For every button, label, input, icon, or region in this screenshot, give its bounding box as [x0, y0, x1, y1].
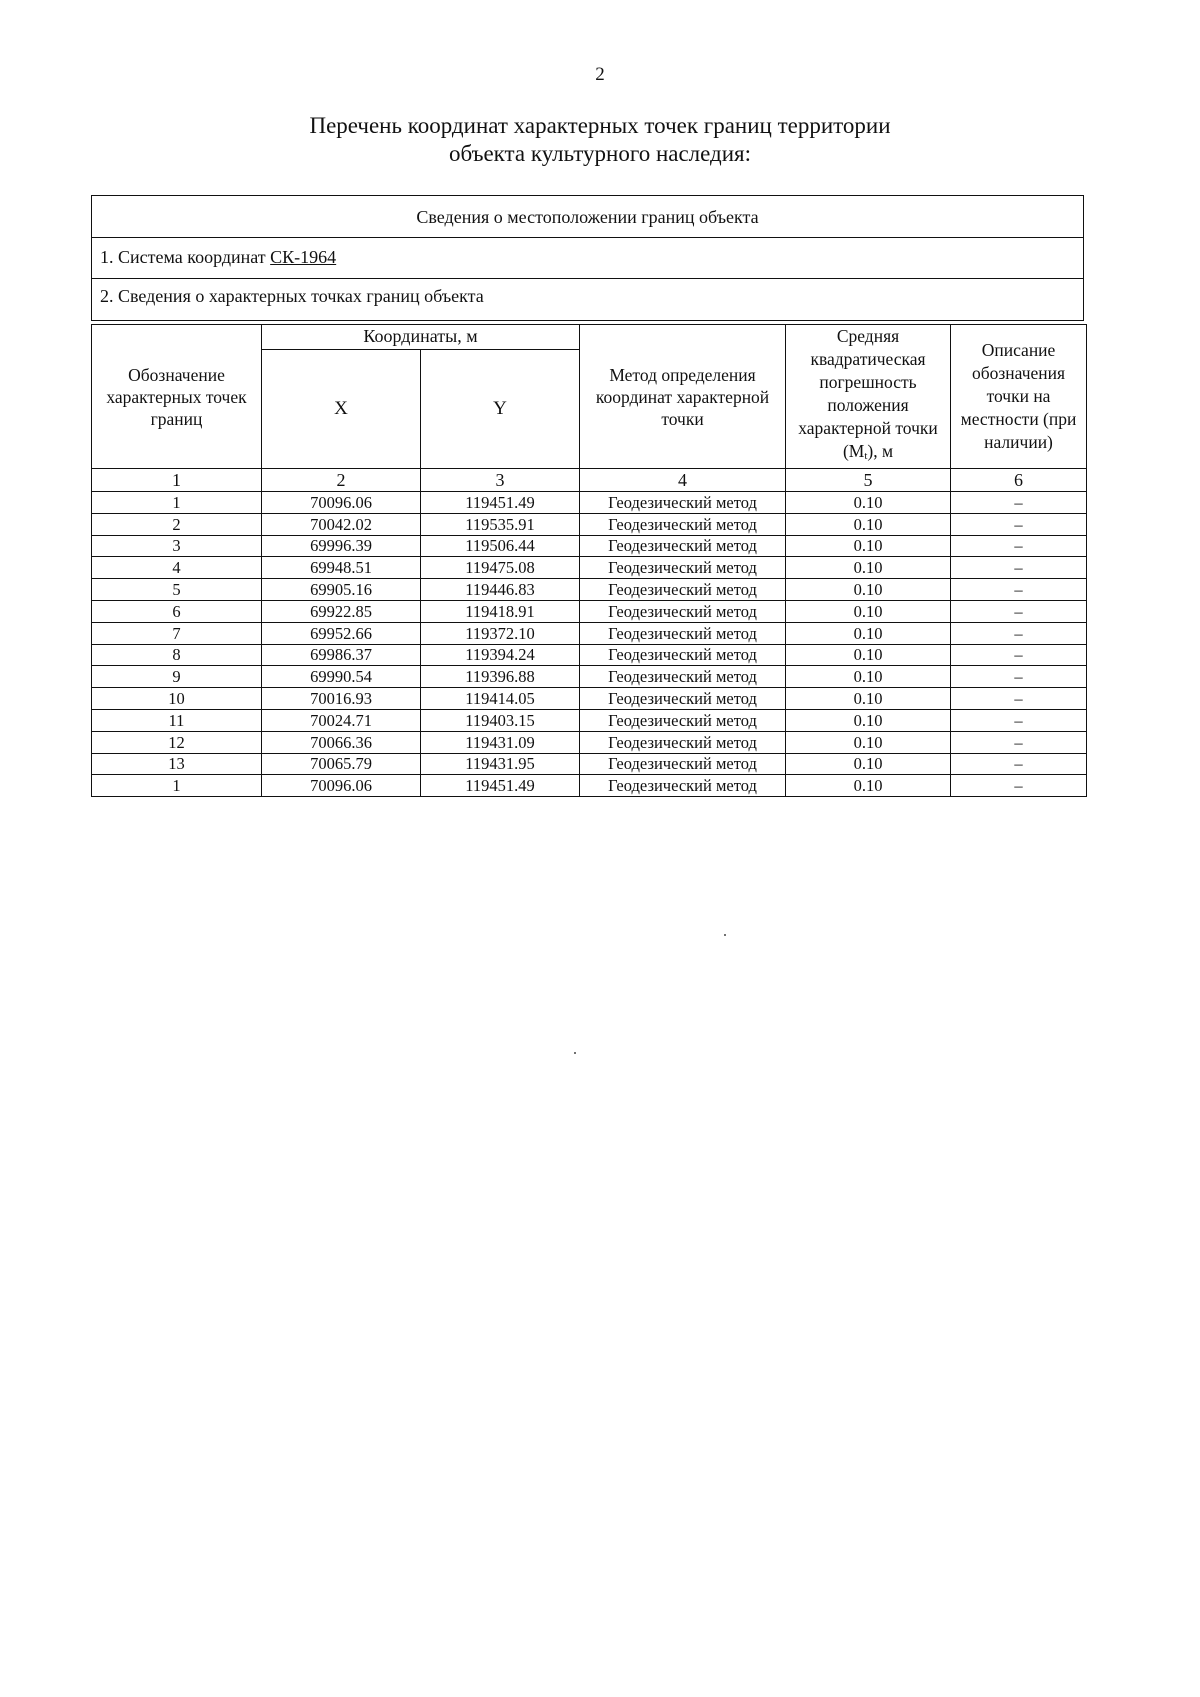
table-row: [92, 557, 1087, 579]
column-number: 1: [92, 469, 262, 492]
table-row: [92, 513, 1087, 535]
description-cell: –: [951, 535, 1087, 557]
method-cell: Геодезический метод: [580, 644, 786, 666]
method-cell: Геодезический метод: [580, 775, 786, 797]
y-cell: 119431.09: [421, 731, 580, 753]
point-cell: 8: [92, 644, 262, 666]
method-cell: Геодезический метод: [580, 535, 786, 557]
column-number-row: [92, 469, 1087, 492]
error-cell: 0.10: [786, 775, 951, 797]
table-row: [92, 731, 1087, 753]
description-cell: –: [951, 622, 1087, 644]
error-cell: 0.10: [786, 579, 951, 601]
boundary-info-block: [91, 195, 1084, 321]
y-cell: 119475.08: [421, 557, 580, 579]
y-cell: 119372.10: [421, 622, 580, 644]
table-row: [92, 688, 1087, 710]
point-cell: 2: [92, 513, 262, 535]
error-cell: 0.10: [786, 492, 951, 514]
y-cell: 119414.05: [421, 688, 580, 710]
x-cell: 69948.51: [262, 557, 421, 579]
x-cell: 69986.37: [262, 644, 421, 666]
description-cell: –: [951, 775, 1087, 797]
description-cell: –: [951, 731, 1087, 753]
error-cell: 0.10: [786, 513, 951, 535]
scan-speck: [724, 934, 726, 936]
error-cell: 0.10: [786, 557, 951, 579]
x-cell: 69922.85: [262, 600, 421, 622]
error-cell: 0.10: [786, 600, 951, 622]
point-cell: 7: [92, 622, 262, 644]
method-cell: Геодезический метод: [580, 709, 786, 731]
method-cell: Геодезический метод: [580, 492, 786, 514]
method-cell: Геодезический метод: [580, 731, 786, 753]
document-title: [0, 112, 1200, 168]
coordinate-system-label: 1. Система координат: [100, 247, 271, 267]
x-cell: 69952.66: [262, 622, 421, 644]
column-number: 6: [951, 469, 1087, 492]
description-cell: –: [951, 579, 1087, 601]
description-cell: –: [951, 492, 1087, 514]
y-cell: 119535.91: [421, 513, 580, 535]
error-cell: 0.10: [786, 688, 951, 710]
points-info-header: 2. Сведения о характерных точках границ объекта: [92, 279, 1083, 321]
description-cell: –: [951, 644, 1087, 666]
point-cell: 10: [92, 688, 262, 710]
header-error: [786, 325, 951, 469]
column-number: 3: [421, 469, 580, 492]
error-cell: 0.10: [786, 666, 951, 688]
y-cell: 119506.44: [421, 535, 580, 557]
x-cell: 69905.16: [262, 579, 421, 601]
description-cell: –: [951, 709, 1087, 731]
x-cell: 70096.06: [262, 492, 421, 514]
x-cell: 70016.93: [262, 688, 421, 710]
point-cell: 9: [92, 666, 262, 688]
table-row: [92, 535, 1087, 557]
table-row: [92, 666, 1087, 688]
method-cell: Геодезический метод: [580, 513, 786, 535]
error-cell: 0.10: [786, 622, 951, 644]
x-cell: 70096.06: [262, 775, 421, 797]
y-cell: 119418.91: [421, 600, 580, 622]
error-cell: 0.10: [786, 731, 951, 753]
point-cell: 1: [92, 492, 262, 514]
table-body: [92, 492, 1087, 797]
header-method: Метод определения координат характерной точки: [580, 325, 786, 469]
header-designation: Обозначение характерных точек границ: [92, 325, 262, 469]
point-cell: 11: [92, 709, 262, 731]
header-description: Описание обозначения точки на местности (при наличии): [951, 325, 1087, 469]
header-coordinates: Координаты, м: [262, 325, 580, 350]
header-error-text: Средняя квадратическая погрешность положения характерной точки (M: [798, 326, 938, 461]
header-x: X: [262, 349, 421, 468]
y-cell: 119451.49: [421, 492, 580, 514]
x-cell: 69996.39: [262, 535, 421, 557]
y-cell: 119396.88: [421, 666, 580, 688]
column-number: 4: [580, 469, 786, 492]
method-cell: Геодезический метод: [580, 600, 786, 622]
error-cell: 0.10: [786, 753, 951, 775]
description-cell: –: [951, 753, 1087, 775]
error-cell: 0.10: [786, 709, 951, 731]
point-cell: 3: [92, 535, 262, 557]
y-cell: 119394.24: [421, 644, 580, 666]
table-row: [92, 709, 1087, 731]
header-error-unit: ), м: [867, 441, 894, 461]
x-cell: 70065.79: [262, 753, 421, 775]
method-cell: Геодезический метод: [580, 753, 786, 775]
table-row: [92, 492, 1087, 514]
table-row: [92, 775, 1087, 797]
x-cell: 70066.36: [262, 731, 421, 753]
y-cell: 119446.83: [421, 579, 580, 601]
method-cell: Геодезический метод: [580, 666, 786, 688]
x-cell: 69990.54: [262, 666, 421, 688]
title-line-1: Перечень координат характерных точек границ территории: [309, 113, 891, 138]
point-cell: 1: [92, 775, 262, 797]
description-cell: –: [951, 666, 1087, 688]
description-cell: –: [951, 600, 1087, 622]
y-cell: 119403.15: [421, 709, 580, 731]
method-cell: Геодезический метод: [580, 688, 786, 710]
title-line-2: объекта культурного наследия:: [448, 141, 752, 166]
point-cell: 13: [92, 753, 262, 775]
y-cell: 119431.95: [421, 753, 580, 775]
method-cell: Геодезический метод: [580, 622, 786, 644]
error-cell: 0.10: [786, 644, 951, 666]
method-cell: Геодезический метод: [580, 557, 786, 579]
coordinate-system-row: [92, 238, 1083, 279]
point-cell: 12: [92, 731, 262, 753]
coordinates-table: [91, 324, 1087, 797]
point-cell: 6: [92, 600, 262, 622]
coordinate-system-value: СК-1964: [270, 247, 337, 267]
y-cell: 119451.49: [421, 775, 580, 797]
error-cell: 0.10: [786, 535, 951, 557]
x-cell: 70042.02: [262, 513, 421, 535]
table-header-row: [92, 325, 1087, 350]
table-row: [92, 622, 1087, 644]
table-row: [92, 753, 1087, 775]
scan-speck: [574, 1052, 576, 1054]
table-row: [92, 644, 1087, 666]
table-row: [92, 579, 1087, 601]
table-row: [92, 600, 1087, 622]
header-error-subscript: t: [864, 450, 868, 462]
point-cell: 5: [92, 579, 262, 601]
description-cell: –: [951, 513, 1087, 535]
column-number: 2: [262, 469, 421, 492]
description-cell: –: [951, 557, 1087, 579]
description-cell: –: [951, 688, 1087, 710]
boundary-info-header: Сведения о местоположении границ объекта: [92, 196, 1083, 238]
header-y: Y: [421, 349, 580, 468]
point-cell: 4: [92, 557, 262, 579]
page-number: 2: [595, 64, 605, 85]
method-cell: Геодезический метод: [580, 579, 786, 601]
column-number: 5: [786, 469, 951, 492]
x-cell: 70024.71: [262, 709, 421, 731]
